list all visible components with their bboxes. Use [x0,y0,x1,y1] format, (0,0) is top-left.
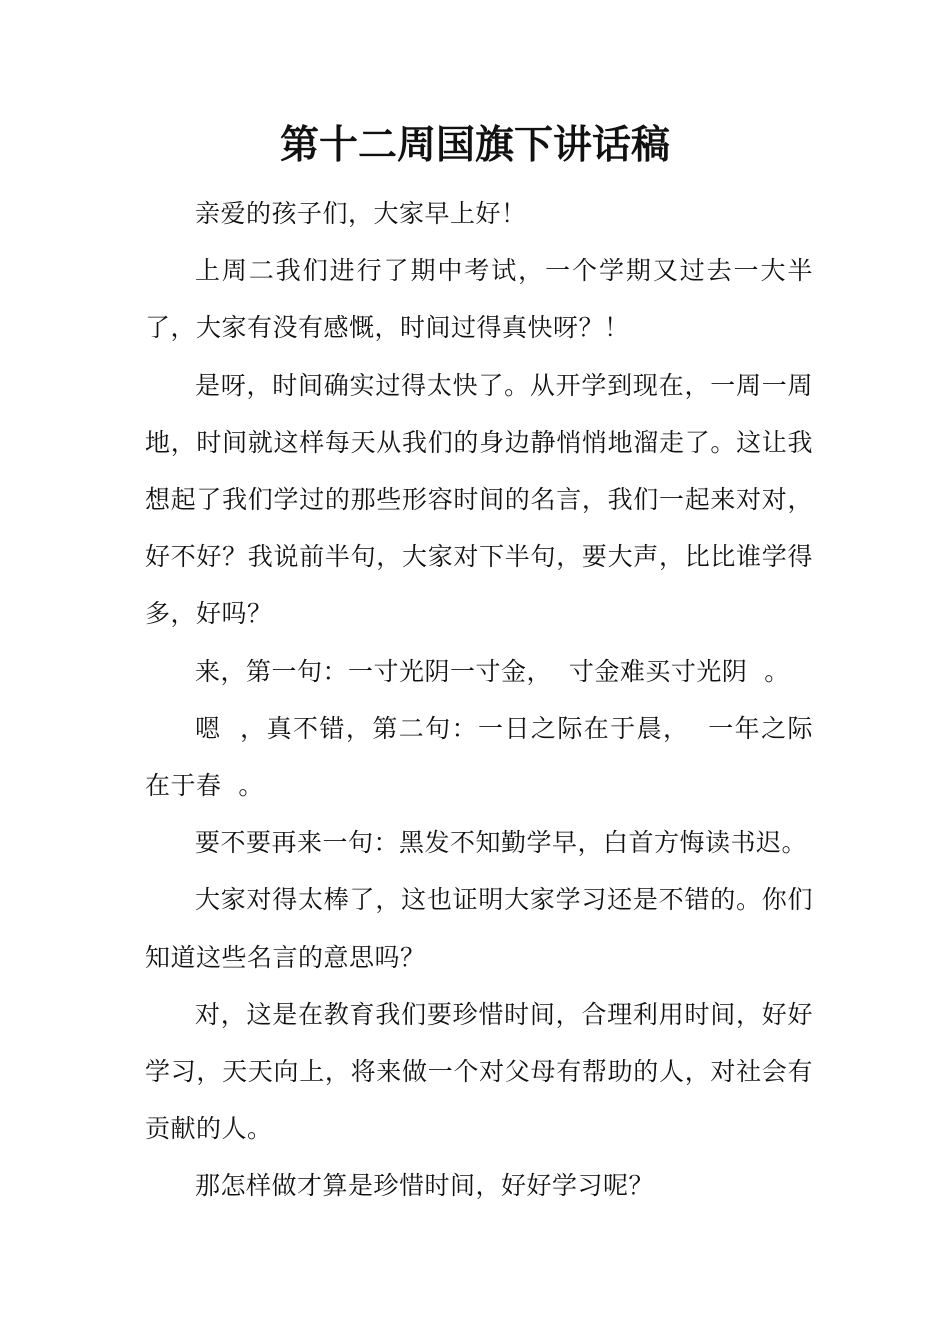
document-title: 第十二周国旗下讲话稿 [279,122,670,168]
paragraph-question: 那怎样做才算是珍惜时间，好好学习呢？ [195,1171,655,1201]
paragraph-quote-three: 要不要再来一句：黑发不知勤学早，白首方悔读书迟。 [195,828,808,858]
paragraph-quote-two: 嗯 ，真不错，第二句：一日之际在于晨， 一年之际在于春 。 [145,713,813,801]
paragraph-praise: 大家对得太棒了，这也证明大家学习还是不错的。你们知道这些名言的意思吗？ [145,885,813,972]
paragraph-greeting: 亲爱的孩子们，大家早上好！ [195,199,527,228]
paragraph-midterm: 上周二我们进行了期中考试，一个学期又过去一大半了，大家有没有感慨，时间过得真快呀？！ [145,256,813,343]
paragraph-quote-one: 来，第一句：一寸光阴一寸金， 寸金难买寸光阴 。 [195,656,790,686]
paragraph-time-flies: 是呀，时间确实过得太快了。从开学到现在，一周一周地，时间就这样每天从我们的身边静悄悄地溜走了。这让我想起了我们学过的那些形容时间的名言，我们一起来对对，好不好？我说前半句，大家对下半句，要大声，比比谁学得多，好吗？ [145,370,813,629]
paragraph-meaning: 对，这是在教育我们要珍惜时间，合理利用时间，好好学习，天天向上，将来做一个对父母有帮助的人，对社会有贡献的人。 [145,999,813,1144]
document-body [145,185,813,1215]
